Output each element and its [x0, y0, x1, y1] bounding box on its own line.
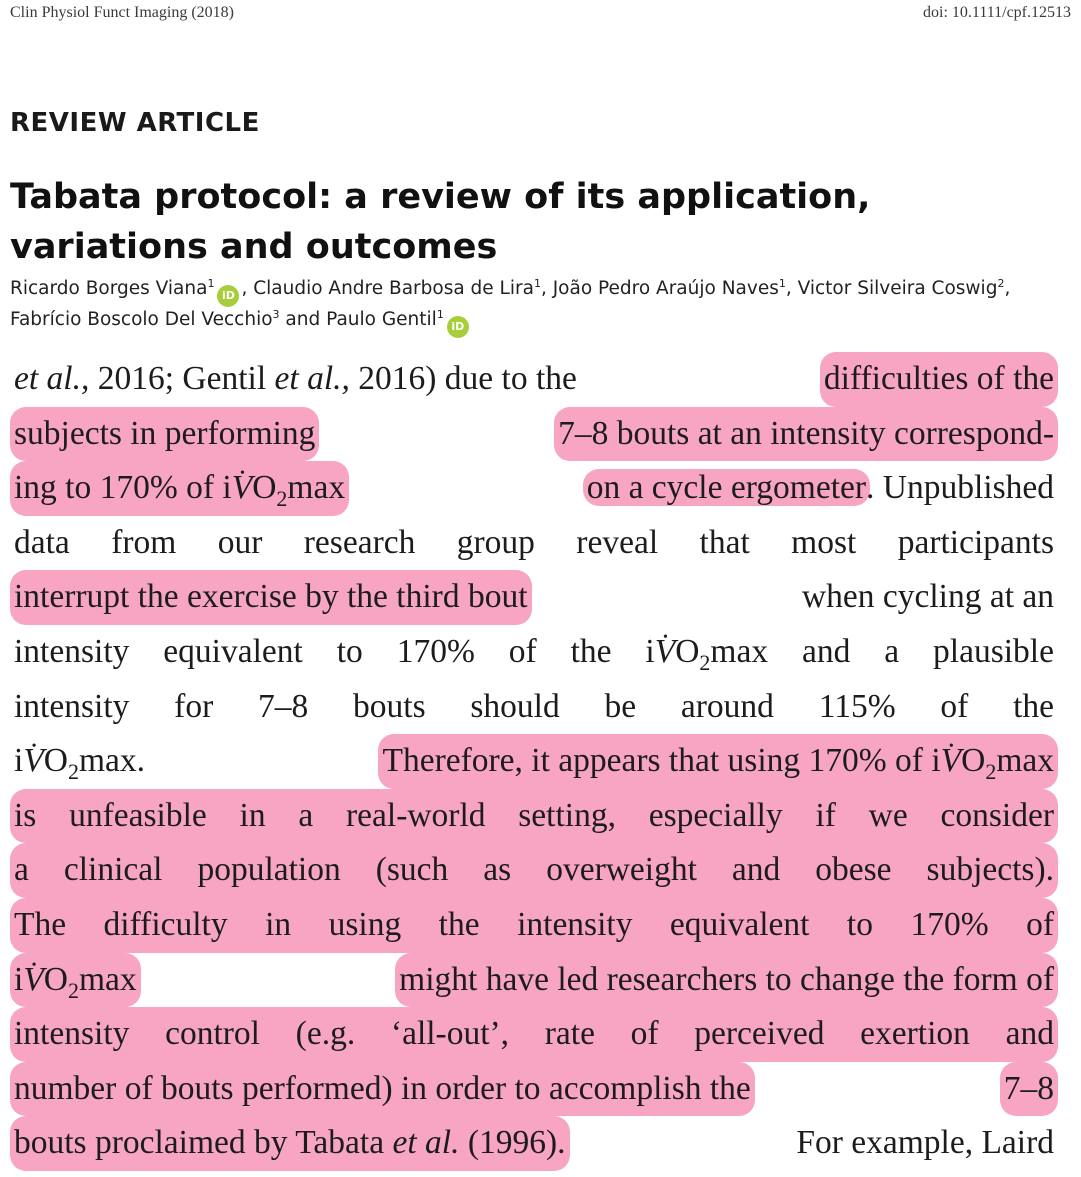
text-segment: when cycling at an — [801, 578, 1054, 616]
text-segment: on a cycle ergometer. Unpublished — [587, 461, 1054, 516]
article-title: Tabata protocol: a review of its application, variations and outcomes — [10, 177, 871, 267]
highlight[interactable]: is unfeasible in a real-world setting, especially if we consider — [10, 789, 1058, 844]
affiliation-sup: 1 — [207, 276, 215, 290]
affiliation-sup: 1 — [436, 307, 444, 321]
text-segment: et al., 2016; Gentil et al., 2016) due to the — [14, 360, 577, 397]
text-segment: intensity for 7–8 bouts should be around 115% of the — [14, 687, 1054, 725]
author-name[interactable]: Ricardo Borges Viana — [10, 278, 208, 299]
text-line — [14, 789, 1054, 844]
author-name[interactable]: , Victor Silveira Coswig — [785, 278, 998, 299]
text-line — [14, 953, 1054, 1008]
author-name[interactable]: , Claudio Andre Barbosa de Lira — [241, 278, 534, 299]
highlight[interactable]: difficulties of the — [820, 352, 1058, 407]
highlight[interactable]: subjects in performing — [10, 407, 319, 462]
highlight[interactable]: The difficulty in using the intensity equivalent to 170% of — [10, 898, 1058, 953]
highlight[interactable]: 7–8 — [1000, 1062, 1058, 1117]
highlight[interactable]: intensity control (e.g. ‘all-out’, rate of perceived exertion and — [10, 1007, 1058, 1062]
orcid-icon[interactable]: iD — [217, 285, 239, 307]
author-list — [10, 276, 1070, 338]
affiliation-sup: 2 — [997, 276, 1005, 290]
text-line — [14, 1116, 1054, 1171]
highlight[interactable]: Therefore, it appears that using 170% of i• $VO_2\max$ — [378, 734, 1058, 789]
highlight[interactable]: i• $VO_2\max$ — [10, 953, 141, 1008]
doi-link[interactable]: doi: 10.1111/cpf.12513 — [923, 4, 1071, 21]
article-body-text — [14, 352, 1054, 1171]
affiliation-sup: 1 — [778, 276, 786, 290]
highlight[interactable]: bouts proclaimed by Tabata et al. (1996). — [10, 1116, 570, 1171]
text-segment: data from our research group reveal that most participants — [14, 523, 1054, 561]
text-line — [14, 1007, 1054, 1062]
text-line — [14, 898, 1054, 953]
highlight[interactable]: might have led researchers to change the form of — [395, 953, 1058, 1008]
text-line — [14, 734, 1054, 789]
article-type-label: REVIEW ARTICLE — [10, 108, 260, 138]
text-line — [14, 352, 1054, 407]
author-separator: , — [1004, 278, 1011, 299]
text-line — [14, 1062, 1054, 1117]
text-line — [14, 407, 1054, 462]
author-name[interactable]: , João Pedro Araújo Naves — [540, 278, 779, 299]
journal-citation: Clin Physiol Funct Imaging (2018) — [10, 4, 234, 21]
text-line — [14, 516, 1054, 571]
highlight[interactable]: on a cycle ergometer — [583, 469, 870, 506]
author-name[interactable]: Fabrício Boscolo Del Vecchio — [10, 309, 273, 330]
text-line — [14, 625, 1054, 680]
author-name[interactable]: and Paulo Gentil — [279, 309, 437, 330]
text-segment: intensity equivalent to 170% of the i• $VO_2\max$ and a plausible — [14, 625, 1054, 680]
page-header — [10, 4, 1071, 28]
highlight[interactable]: a clinical population (such as overweight and obese subjects). — [10, 843, 1058, 898]
orcid-icon[interactable]: iD — [447, 316, 469, 338]
text-segment: For example, Laird — [796, 1124, 1054, 1162]
affiliation-sup: 3 — [272, 307, 280, 321]
highlight[interactable]: interrupt the exercise by the third bout — [10, 570, 532, 625]
text-line — [14, 570, 1054, 625]
text-line — [14, 461, 1054, 516]
highlight[interactable]: number of bouts performed) in order to accomplish the — [10, 1062, 755, 1117]
highlight[interactable]: 7–8 bouts at an intensity correspond- — [554, 407, 1058, 462]
affiliation-sup: 1 — [533, 276, 541, 290]
text-segment: i• $VO_2\max$. — [14, 734, 145, 789]
highlight[interactable]: ing to 170% of i• $VO_2\max$ — [10, 461, 349, 516]
text-line — [14, 843, 1054, 898]
text-line — [14, 680, 1054, 735]
